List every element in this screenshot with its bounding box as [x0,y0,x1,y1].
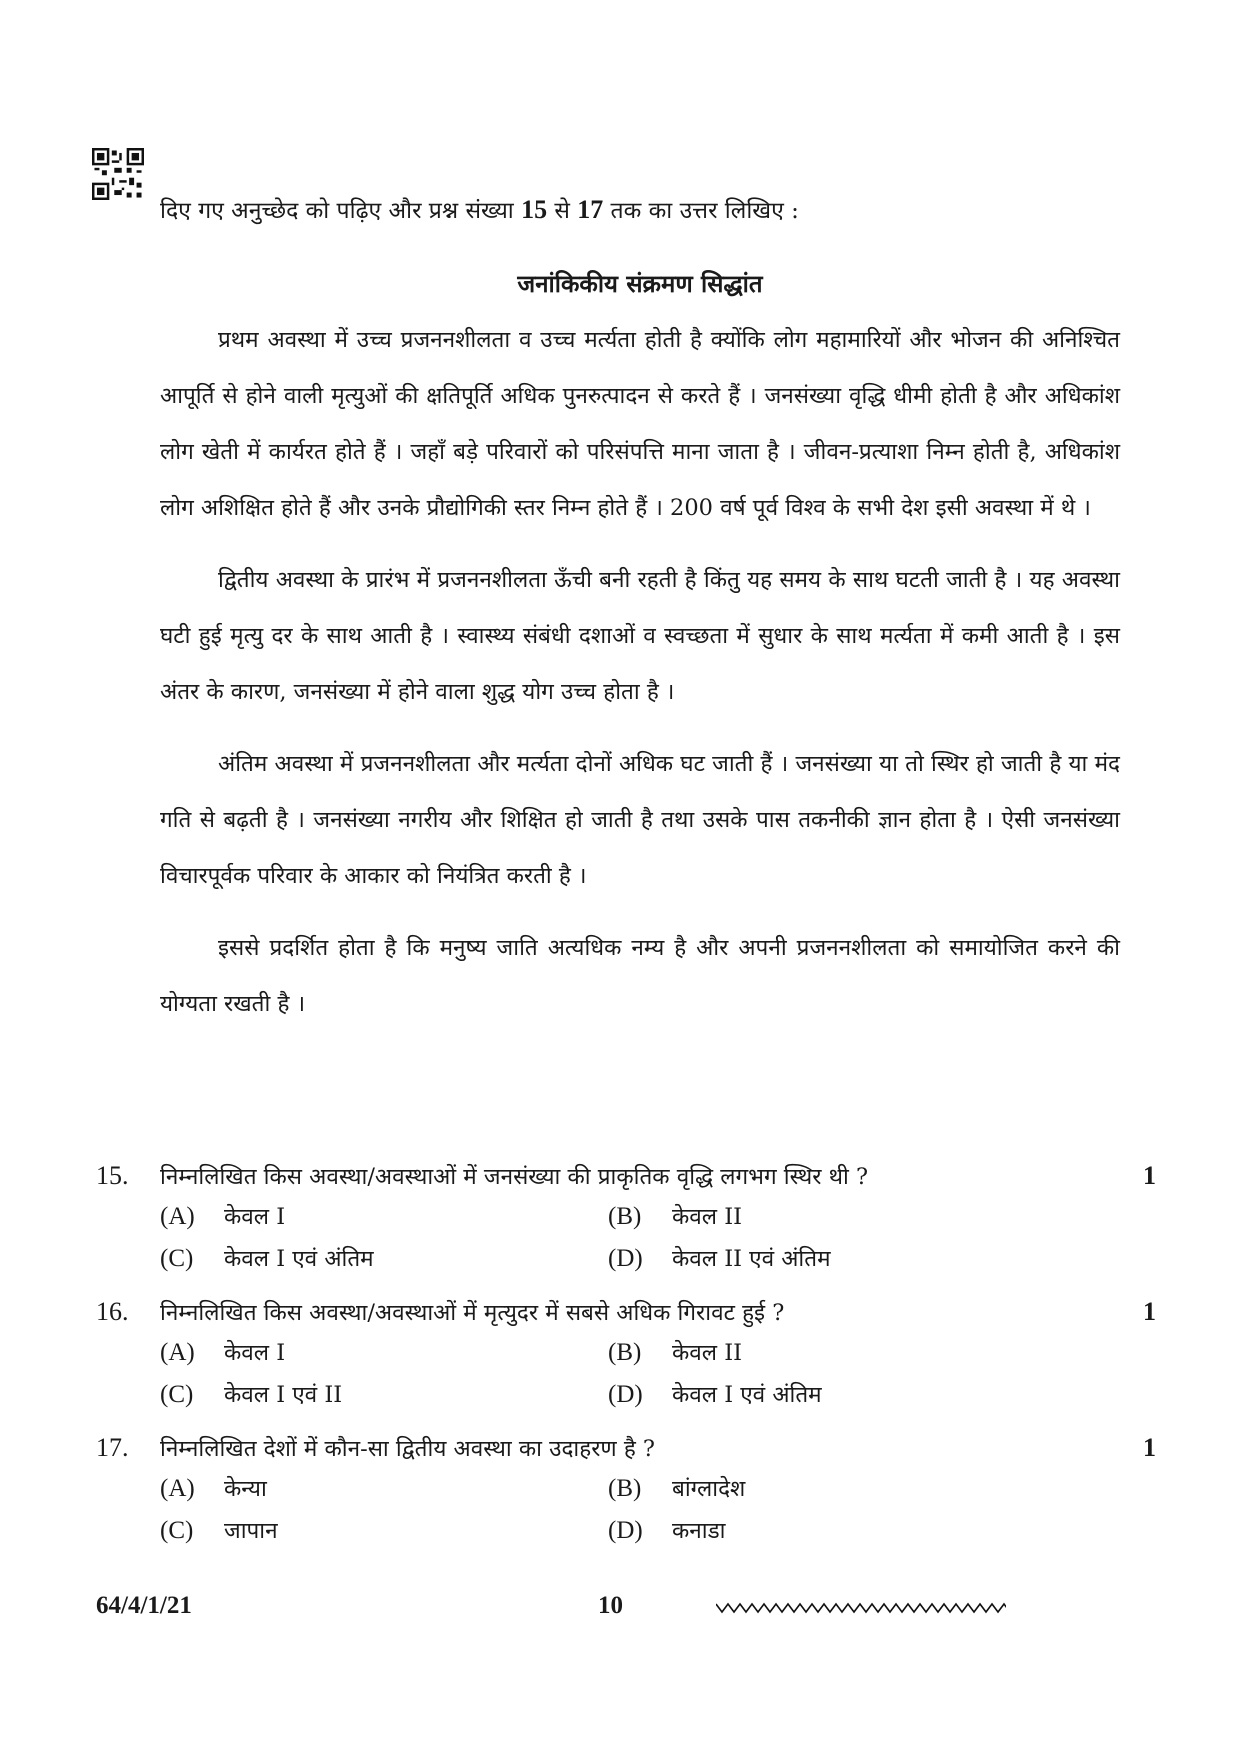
option-label: (C) [160,1381,194,1408]
option-label: (B) [608,1475,642,1502]
question-marks: 1 [1143,1433,1156,1462]
instruction-text: से [547,198,578,224]
option-text: बांग्लादेश [672,1476,746,1502]
qr-code-icon [92,148,144,200]
question-number: 17. [96,1433,129,1462]
question-17 [96,1432,1156,1554]
squiggle-line-icon [716,1600,1006,1616]
passage-instruction [160,192,1120,229]
question-text: निम्नलिखित किस अवस्था/अवस्थाओं में जनसंख्या की प्राकृतिक वृद्धि लगभग स्थिर थी ? [160,1164,869,1190]
option-a [160,1200,608,1240]
option-text: केवल I एवं अंतिम [224,1246,374,1272]
option-label: (D) [608,1245,643,1272]
option-text: केवल I [224,1204,286,1230]
option-a [160,1472,608,1512]
option-label: (A) [160,1203,195,1230]
option-text: केन्या [224,1476,267,1502]
question-marks: 1 [1143,1161,1156,1190]
question-15 [96,1160,1156,1282]
option-label: (A) [160,1339,195,1366]
page-footer [96,1592,1156,1632]
passage-body [160,312,1120,1048]
option-label: (B) [608,1339,642,1366]
instruction-text: दिए गए अनुच्छेद को पढ़िए और प्रश्न संख्या [160,198,522,224]
question-16 [96,1296,1156,1418]
option-c [160,1514,608,1554]
option-label: (D) [608,1517,643,1544]
option-text: केवल II [672,1340,742,1366]
option-label: (A) [160,1475,195,1502]
option-d [608,1378,1056,1418]
question-marks: 1 [1143,1297,1156,1326]
option-label: (C) [160,1245,194,1272]
passage-paragraph: अंतिम अवस्था में प्रजननशीलता और मर्त्यता दोनों अधिक घट जाती हैं । जनसंख्या या तो स्थिर हो जाती है या मंद गति से बढ़ती है । जनसंख्या नगरीय और शिक्षित हो जाती है तथा उसके पास तकनीकी ज्ञान होता है । ऐसी जनसंख्या विचारपूर्वक परिवार के आकार को नियंत्रित करती है । [160,751,1120,889]
option-c [160,1378,608,1418]
page-number: 10 [598,1592,623,1619]
instruction-from-number: 15 [521,195,548,224]
option-label: (B) [608,1203,642,1230]
passage-title: जनांकिकीय संक्रमण सिद्धांत [517,269,763,298]
option-c [160,1242,608,1282]
option-b [608,1200,1056,1240]
option-text: केवल II [672,1204,742,1230]
question-text: निम्नलिखित देशों में कौन-सा द्वितीय अवस्था का उदाहरण है ? [160,1436,655,1462]
question-list [96,1160,1156,1568]
option-text: केवल I [224,1340,286,1366]
option-a [160,1336,608,1376]
question-text: निम्नलिखित किस अवस्था/अवस्थाओं में मृत्युदर में सबसे अधिक गिरावट हुई ? [160,1300,785,1326]
instruction-text: तक का उत्तर लिखिए : [603,198,799,224]
option-text: केवल I एवं II [224,1382,343,1408]
option-b [608,1472,1056,1512]
instruction-to-number: 17 [577,195,604,224]
passage-paragraph: द्वितीय अवस्था के प्रारंभ में प्रजननशीलता ऊँची बनी रहती है किंतु यह समय के साथ घटती जाती है । यह अवस्था घटी हुई मृत्यु दर के साथ आती है । स्वास्थ्य संबंधी दशाओं व स्वच्छता में सुधार के साथ मर्त्यता में कमी आती है । इस अंतर के कारण, जनसंख्या में होने वाला शुद्ध योग उच्च होता है । [160,567,1120,705]
option-label: (C) [160,1517,194,1544]
passage-paragraph: इससे प्रदर्शित होता है कि मनुष्य जाति अत्यधिक नम्य है और अपनी प्रजननशीलता को समायोजित करने की योग्यता रखती है । [160,935,1120,1017]
option-text: जापान [224,1518,278,1544]
question-number: 15. [96,1161,129,1190]
paper-code: 64/4/1/21 [96,1592,192,1619]
option-d [608,1242,1056,1282]
option-label: (D) [608,1381,643,1408]
option-text: केवल I एवं अंतिम [672,1382,822,1408]
option-b [608,1336,1056,1376]
passage-paragraph: प्रथम अवस्था में उच्च प्रजननशीलता व उच्च मर्त्यता होती है क्योंकि लोग महामारियों और भोजन की अनिश्चित आपूर्ति से होने वाली मृत्युओं की क्षतिपूर्ति अधिक पुनरुत्पादन से करते हैं । जनसंख्या वृद्धि धीमी होती है और अधिकांश लोग खेती में कार्यरत होते हैं । जहाँ बड़े परिवारों को परिसंपत्ति माना जाता है । जीवन-प्रत्याशा निम्न होती है, अधिकांश लोग अशिक्षित होते हैं और उनके प्रौद्योगिकी स्तर निम्न होते हैं । 200 वर्ष पूर्व विश्व के सभी देश इसी अवस्था में थे । [160,327,1121,521]
option-text: कनाडा [672,1518,726,1544]
option-d [608,1514,1056,1554]
question-number: 16. [96,1297,129,1326]
option-text: केवल II एवं अंतिम [672,1246,831,1272]
